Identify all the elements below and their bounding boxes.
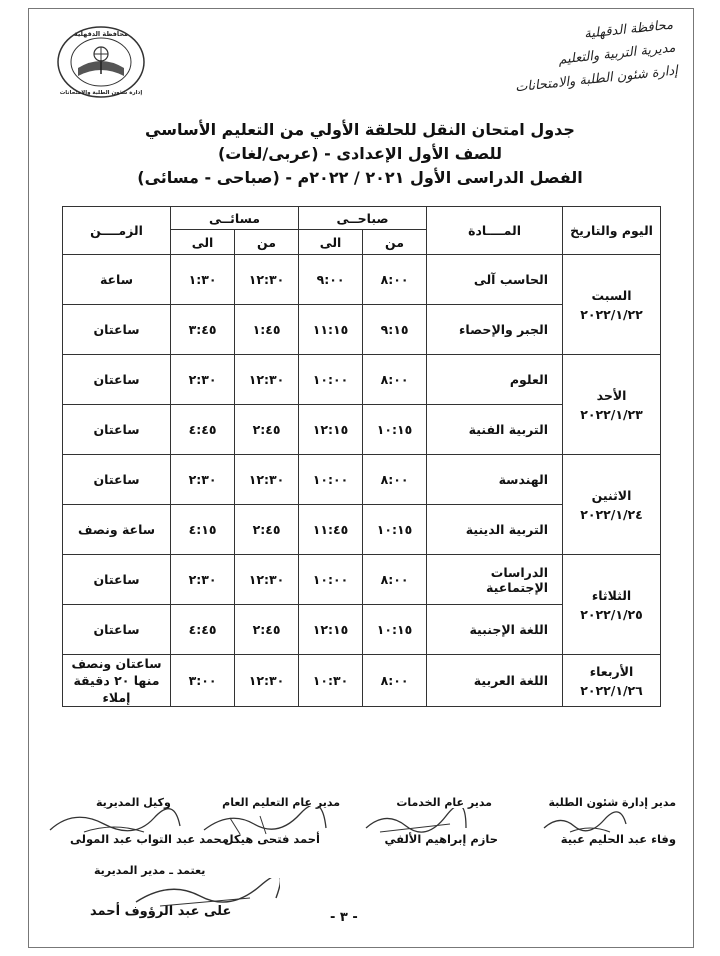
subject-cell: اللغة الإجنبية	[427, 605, 563, 655]
org-line-department: إدارة شئون الطلبة والامتحانات	[514, 63, 679, 96]
evening-to-cell: ١:٣٠	[171, 255, 235, 305]
evening-from-cell: ٢:٤٥	[235, 505, 299, 555]
evening-from-cell: ١٢:٣٠	[235, 355, 299, 405]
duration-cell: ساعتان	[63, 405, 171, 455]
day-cell	[563, 555, 661, 655]
evening-from-cell: ١٢:٣٠	[235, 555, 299, 605]
duration-cell	[63, 655, 171, 707]
header-morning-from: من	[363, 230, 427, 255]
morning-to-cell: ١٢:١٥	[299, 605, 363, 655]
evening-to-cell: ٣:٠٠	[171, 655, 235, 707]
table-row	[63, 355, 661, 405]
morning-to-cell: ١٠:٠٠	[299, 555, 363, 605]
signature-scribble-4	[44, 808, 184, 836]
evening-from-cell: ١:٤٥	[235, 305, 299, 355]
table-row	[63, 455, 661, 505]
page-number: - ٣ -	[330, 910, 358, 925]
morning-to-cell: ١١:١٥	[299, 305, 363, 355]
morning-from-cell: ١٠:١٥	[363, 505, 427, 555]
org-line-directorate: مديرية التربية والتعليم	[557, 40, 677, 68]
directorate-logo	[56, 24, 146, 100]
duration-cell: ساعتان	[63, 305, 171, 355]
evening-to-cell: ٣:٤٥	[171, 305, 235, 355]
day-cell	[563, 355, 661, 455]
day-name: الأربعاء	[589, 663, 634, 679]
duration-value: ساعتان ونصف	[71, 656, 162, 671]
day-name: الثلاثاء	[591, 587, 632, 603]
signature-scribble-1	[540, 810, 630, 836]
svg-text:محافظة الدقهلية: محافظة الدقهلية	[73, 30, 129, 38]
table-row	[63, 655, 661, 707]
morning-from-cell: ٨:٠٠	[363, 455, 427, 505]
duration-cell: ساعة ونصف	[63, 505, 171, 555]
day-date: ٢٠٢٢/١/٢٦	[580, 682, 643, 698]
header-evening-to: الى	[171, 230, 235, 255]
header-morning-to: الى	[299, 230, 363, 255]
evening-from-cell: ٢:٤٥	[235, 405, 299, 455]
signature-name-deputy: محمد عبد التواب عبد المولى	[70, 832, 229, 846]
table-row	[63, 555, 661, 605]
svg-text:إدارة شئون الطلبة والامتحانات: إدارة شئون الطلبة والامتحانات	[59, 90, 143, 96]
header-subject: المــــادة	[427, 207, 563, 255]
title-line-2: للصف الأول الإعدادى - (عربى/لغات)	[217, 144, 503, 163]
signature-title-deputy: وكيل المديرية	[96, 796, 171, 809]
morning-to-cell: ٩:٠٠	[299, 255, 363, 305]
morning-from-cell: ٩:١٥	[363, 305, 427, 355]
evening-to-cell: ٤:١٥	[171, 505, 235, 555]
day-name: الاثنين	[591, 487, 632, 503]
morning-from-cell: ٨:٠٠	[363, 555, 427, 605]
morning-to-cell: ١٢:١٥	[299, 405, 363, 455]
morning-from-cell: ٨:٠٠	[363, 355, 427, 405]
signature-scribble-2	[360, 808, 470, 836]
morning-to-cell: ١٠:٠٠	[299, 355, 363, 405]
duration-cell: ساعة	[63, 255, 171, 305]
morning-from-cell: ١٠:١٥	[363, 605, 427, 655]
subject-cell: العلوم	[427, 355, 563, 405]
day-name: الأحد	[596, 387, 627, 403]
duration-note: منها ٢٠ دقيقة إملاء	[73, 673, 160, 705]
day-date: ٢٠٢٢/١/٢٤	[580, 506, 643, 522]
title-line-3: الفصل الدراسى الأول ٢٠٢١ / ٢٠٢٢م - (صباحى - مسائى)	[137, 168, 583, 187]
morning-from-cell: ٨:٠٠	[363, 655, 427, 707]
day-cell	[563, 455, 661, 555]
evening-from-cell: ١٢:٣٠	[235, 655, 299, 707]
header-morning: صباحــى	[299, 207, 427, 230]
subject-cell: الدراسات الإجتماعية	[427, 555, 563, 605]
evening-to-cell: ٤:٤٥	[171, 405, 235, 455]
subject-cell: الجبر والإحصاء	[427, 305, 563, 355]
subject-cell: الحاسب آلى	[427, 255, 563, 305]
header-evening-from: من	[235, 230, 299, 255]
evening-to-cell: ٢:٣٠	[171, 355, 235, 405]
morning-from-cell: ٨:٠٠	[363, 255, 427, 305]
signature-title-student-affairs: مدير إدارة شئون الطلبة	[548, 796, 676, 809]
subject-cell: التربية الفنية	[427, 405, 563, 455]
duration-cell: ساعتان	[63, 555, 171, 605]
day-cell	[563, 655, 661, 707]
subject-cell: اللغة العربية	[427, 655, 563, 707]
signature-scribble-3	[200, 806, 330, 838]
evening-to-cell: ٢:٣٠	[171, 555, 235, 605]
duration-cell: ساعتان	[63, 355, 171, 405]
evening-to-cell: ٢:٣٠	[171, 455, 235, 505]
day-date: ٢٠٢٢/١/٢٣	[580, 406, 643, 422]
evening-from-cell: ٢:٤٥	[235, 605, 299, 655]
org-line-governorate: محافظة الدقهلية	[583, 17, 674, 42]
day-date: ٢٠٢٢/١/٢٥	[580, 606, 643, 622]
header-duration: الزمــــن	[63, 207, 171, 255]
day-name: السبت	[591, 287, 632, 303]
day-date: ٢٠٢٢/١/٢٢	[580, 306, 643, 322]
day-cell	[563, 255, 661, 355]
approval-name: على عبد الرؤوف أحمد	[90, 904, 232, 919]
table-row	[63, 255, 661, 305]
duration-cell: ساعتان	[63, 455, 171, 505]
evening-to-cell: ٤:٤٥	[171, 605, 235, 655]
subject-cell: التربية الدينية	[427, 505, 563, 555]
subject-cell: الهندسة	[427, 455, 563, 505]
morning-from-cell: ١٠:١٥	[363, 405, 427, 455]
header-evening: مسائــى	[171, 207, 299, 230]
title-line-1: جدول امتحان النقل للحلقة الأولي من التعليم الأساسي	[145, 120, 575, 139]
evening-from-cell: ١٢:٣٠	[235, 455, 299, 505]
header-day-date: اليوم والتاريخ	[563, 207, 661, 255]
morning-to-cell: ١٠:٠٠	[299, 455, 363, 505]
approval-title: يعتمد ـ مدير المديرية	[94, 864, 206, 877]
signature-name-general-education: أحمد فتحى هيكل	[223, 832, 320, 846]
morning-to-cell: ١٠:٣٠	[299, 655, 363, 707]
duration-cell: ساعتان	[63, 605, 171, 655]
signature-name-services: حازم إبراهيم الألفي	[384, 832, 498, 846]
schedule-titles	[60, 118, 660, 190]
signature-title-general-education: مدير عام التعليم العام	[222, 796, 340, 809]
signature-title-services: مدير عام الخدمات	[396, 796, 492, 809]
morning-to-cell: ١١:٤٥	[299, 505, 363, 555]
exam-schedule-table	[62, 206, 661, 707]
evening-from-cell: ١٢:٣٠	[235, 255, 299, 305]
approval-scribble	[130, 878, 280, 908]
signature-name-student-affairs: وفاء عبد الحليم عبية	[560, 832, 676, 846]
